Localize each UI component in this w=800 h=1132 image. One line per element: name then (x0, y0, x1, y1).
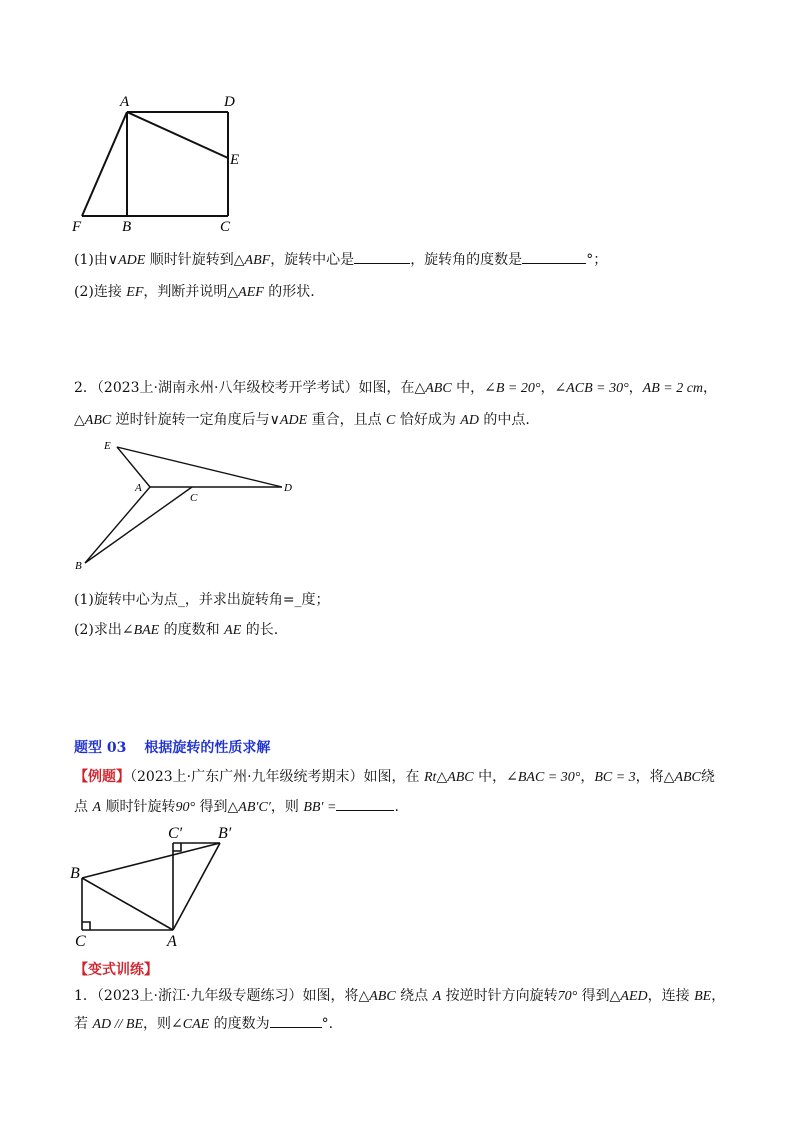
point-label-b-prime: B′ (218, 825, 232, 842)
point-label-d: D (224, 94, 235, 110)
section-title: 题型 03 根据旋转的性质求解 (74, 740, 271, 756)
point-label-e: E (230, 152, 240, 168)
triangle-ade: ∨ADE (107, 253, 146, 268)
problem1-part2: (2)连接 EF，判断并说明△AEF 的形状. (74, 284, 315, 300)
point-label-b: B (75, 560, 82, 572)
variant-tag: 【变式训练】 (74, 962, 158, 978)
figure-rotation-triangles (70, 435, 310, 580)
point-label-a: A (120, 94, 130, 110)
answer-blank-angle[interactable] (522, 251, 586, 264)
answer-blank-bb[interactable] (336, 798, 394, 811)
variant-line1: 1．（2023上·浙江·九年级专题练习）如图，将△ABC 绕点 A 按逆时针方向旋转70° 得到△AED，连接 BE， (74, 988, 726, 1004)
problem1-part1: (1)由∨ADE 顺时针旋转到△ABF，旋转中心是 ，旋转角的度数是 °； (74, 252, 608, 268)
variant-line2: 若 AD // BE，则∠CAE 的度数为 °. (74, 1016, 334, 1032)
answer-blank-cae[interactable] (270, 1015, 322, 1028)
triangle-abf: △ABF (233, 253, 271, 268)
problem2-line2: △ABC 逆时针旋转一定角度后与∨ADE 重合，且点 C 恰好成为 AD 的中点. (74, 412, 530, 428)
point-label-c: C (75, 933, 86, 950)
point-label-a: A (135, 482, 142, 494)
point-label-d: D (284, 482, 292, 494)
point-label-a: A (167, 933, 177, 950)
point-label-b: B (70, 865, 80, 882)
problem2-q1: (1)旋转中心为点_，并求出旋转角=_度； (74, 592, 330, 608)
example-line2: 点 A 顺时针旋转90° 得到△AB′C′，则 BB′ = . (74, 799, 399, 815)
point-label-c-prime: C′ (168, 825, 183, 842)
figure-square-rotation (60, 88, 260, 238)
point-label-c: C (220, 219, 231, 235)
problem2-q2: (2)求出∠BAE 的度数和 AE 的长. (74, 622, 279, 638)
point-label-b: B (122, 219, 132, 235)
point-label-f: F (72, 219, 82, 235)
answer-blank-center[interactable] (354, 251, 410, 264)
problem2-line1: 2．（2023上·湖南永州·八年级校考开学考试）如图，在△ABC 中，∠B = 20°，∠ACB = 30°，AB = 2 cm， (74, 380, 718, 396)
figure-right-triangle-rotation (60, 818, 260, 953)
example-tag: 【例题】 (74, 769, 130, 785)
point-label-e: E (104, 440, 111, 452)
point-label-c: C (190, 492, 198, 504)
example-line1: 【例题】（2023上·广东广州·九年级统考期末）如图，在 Rt△ABC 中，∠BAC = 30°，BC = 3，将△ABC绕 (74, 769, 715, 785)
